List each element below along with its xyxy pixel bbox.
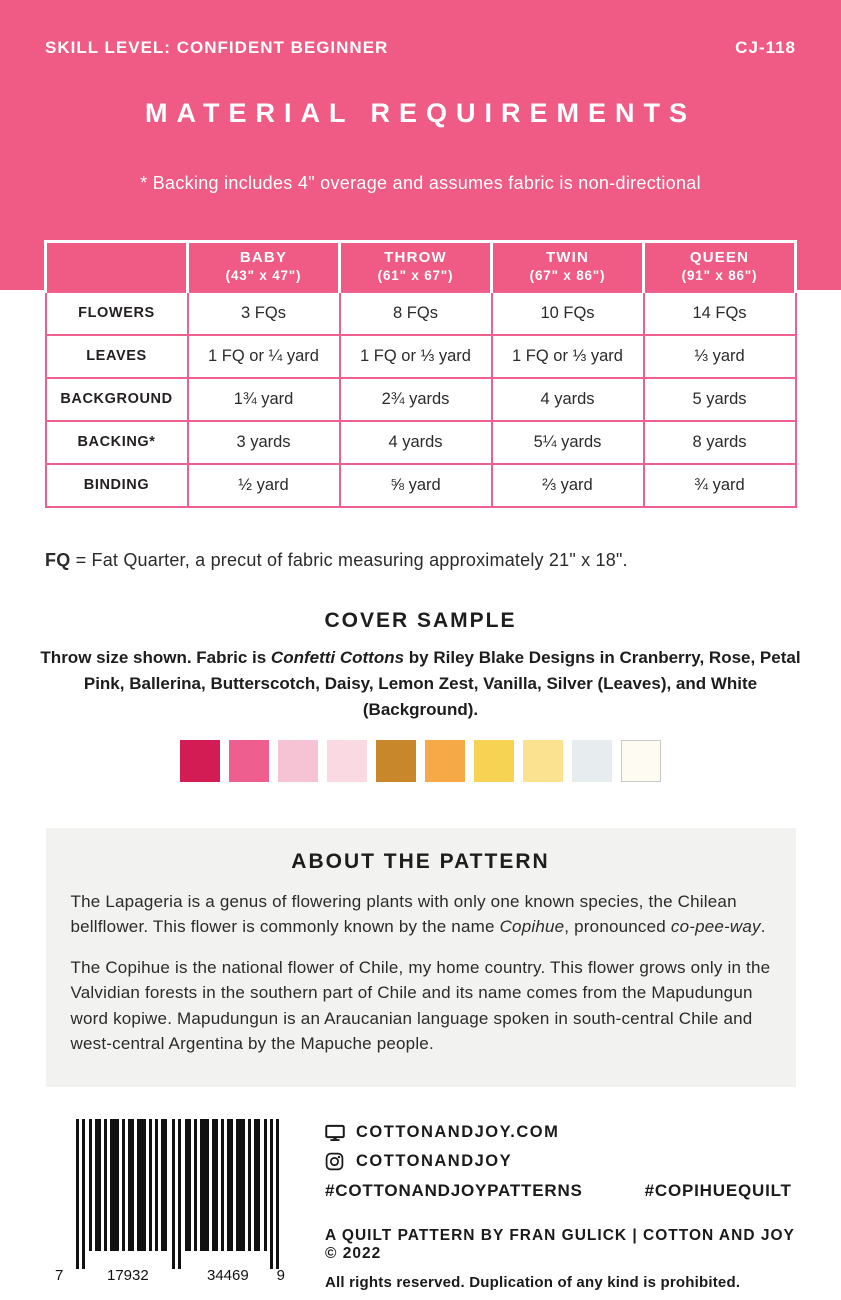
row-label: BACKGROUND: [46, 378, 188, 421]
fq-definition: [45, 550, 796, 571]
column-name: THROW: [384, 248, 447, 266]
column-size: (91" x 86"): [681, 267, 758, 283]
website-row: [325, 1123, 796, 1143]
swatch-ballerina: [327, 740, 367, 782]
backing-note: * Backing includes 4" overage and assumes fabric is non-directional: [140, 173, 701, 193]
hashtag-row: [325, 1181, 796, 1201]
table-cell: 1 FQ or ¼ yard: [188, 335, 340, 378]
barcode-digits-group1: 17932: [107, 1266, 149, 1284]
table-cell: 2¾ yards: [340, 378, 492, 421]
swatch-cranberry: [180, 740, 220, 782]
footer-contact-block: [325, 1119, 796, 1291]
table-cell: 5¼ yards: [492, 421, 644, 464]
table-cell: ½ yard: [188, 464, 340, 507]
column-size: (43" x 47"): [225, 267, 302, 283]
footer: [55, 1119, 796, 1291]
table-cell: 8 FQs: [340, 292, 492, 335]
table-cell: 5 yards: [644, 378, 796, 421]
table-cell: ⅝ yard: [340, 464, 492, 507]
pronunciation-italic: co-pee-way: [670, 917, 761, 937]
column-header-baby: [188, 242, 340, 292]
barcode-digit-left: 7: [55, 1266, 64, 1284]
about-paragraph-2: The Copihue is the national flower of Chile, my home country. This flower grows only in the Valvidian forests in the southern part of Chile and its name comes from the Mapudungun word kopiwe. Mapudungun is an Araucanian language spoken in south-central Chile and west-central Argentina by the Mapuche people.: [70, 957, 771, 1054]
row-label: BACKING*: [46, 421, 188, 464]
table-cell: 4 yards: [340, 421, 492, 464]
credit-line: A QUILT PATTERN BY FRAN GULICK | COTTON AND JOY © 2022: [325, 1226, 795, 1262]
row-label: LEAVES: [46, 335, 188, 378]
table-cell: 1¾ yard: [188, 378, 340, 421]
column-name: TWIN: [545, 248, 590, 266]
about-text: The Lapageria is a genus of flowering plants with only one known species, the Chilean bellflower. This flower is commonly known by the name: [70, 891, 737, 937]
table-header-row: [46, 242, 796, 292]
table-corner-cell: [46, 242, 188, 292]
table-row-background: [46, 378, 796, 421]
swatch-rose: [229, 740, 269, 782]
fabric-line-name: Confetti Cottons: [270, 647, 405, 667]
swatch-lemon-zest: [474, 740, 514, 782]
row-label: BINDING: [46, 464, 188, 507]
barcode-digits-group2: 34469: [207, 1266, 249, 1284]
table-row-backing: [46, 421, 796, 464]
barcode-digit-right: 9: [276, 1266, 285, 1284]
column-header-queen: [644, 242, 796, 292]
rights-line: All rights reserved. Duplication of any kind is prohibited.: [325, 1273, 741, 1291]
monitor-icon: [325, 1123, 345, 1143]
color-swatch-row: [0, 740, 841, 782]
desc-text: by Riley Blake Designs in Cranberry, Rose, Petal Pink, Ballerina, Butterscotch, Daisy, Lemon Zest, Vanilla, Silver (Leaves), and White (Background).: [83, 647, 801, 720]
barcode-bars: [73, 1119, 285, 1269]
swatch-butterscotch: [376, 740, 416, 782]
table-cell: ⅓ yard: [644, 335, 796, 378]
fq-definition-text: = Fat Quarter, a precut of fabric measuring approximately 21" x 18".: [70, 549, 628, 570]
website-url: COTTONANDJOY.COM: [356, 1123, 560, 1142]
swatch-daisy: [425, 740, 465, 782]
column-name: QUEEN: [689, 248, 750, 266]
column-size: (67" x 86"): [529, 267, 606, 283]
hashtag-patterns: #COTTONANDJOYPATTERNS: [325, 1180, 583, 1200]
about-paragraph-1: [71, 889, 771, 940]
cover-sample-title: COVER SAMPLE: [324, 608, 517, 632]
column-header-twin: [492, 242, 644, 292]
table-cell: 10 FQs: [492, 292, 644, 335]
swatch-white: [621, 740, 661, 782]
table-row-leaves: [46, 335, 796, 378]
table-cell: ⅔ yard: [492, 464, 644, 507]
page-title: MATERIAL REQUIREMENTS: [144, 98, 696, 128]
fq-abbr: FQ: [45, 549, 71, 570]
swatch-vanilla: [523, 740, 563, 782]
swatch-silver: [572, 740, 612, 782]
table-cell: 1 FQ or ⅓ yard: [492, 335, 644, 378]
material-requirements-table: [44, 240, 797, 508]
instagram-row: [325, 1152, 796, 1172]
column-header-throw: [340, 242, 492, 292]
table-cell: 14 FQs: [644, 292, 796, 335]
skill-level-label: SKILL LEVEL: CONFIDENT BEGINNER: [45, 38, 389, 57]
about-text: , pronounced: [564, 917, 671, 937]
upc-barcode: [55, 1119, 285, 1284]
table-row-flowers: [46, 292, 796, 335]
cover-sample-description: [40, 645, 802, 724]
about-the-pattern-box: [46, 828, 796, 1087]
column-name: BABY: [239, 248, 288, 266]
about-text: .: [760, 917, 766, 937]
instagram-handle: COTTONANDJOY: [356, 1152, 513, 1171]
header-top-row: [0, 38, 841, 58]
swatch-petal-pink: [278, 740, 318, 782]
row-label: FLOWERS: [46, 292, 188, 335]
table-cell: ¾ yard: [644, 464, 796, 507]
about-title: ABOUT THE PATTERN: [291, 849, 550, 873]
hashtag-quilt: #COPIHUEQUILT: [644, 1180, 792, 1200]
column-size: (61" x 67"): [377, 267, 454, 283]
table-cell: 1 FQ or ⅓ yard: [340, 335, 492, 378]
instagram-icon: [325, 1152, 345, 1172]
table-cell: 3 FQs: [188, 292, 340, 335]
table-cell: 4 yards: [492, 378, 644, 421]
flower-name-italic: Copihue: [499, 917, 565, 937]
table-cell: 8 yards: [644, 421, 796, 464]
pattern-code: CJ-118: [735, 38, 796, 57]
desc-text: Throw size shown. Fabric is: [40, 647, 271, 667]
table-row-binding: [46, 464, 796, 507]
table-cell: 3 yards: [188, 421, 340, 464]
